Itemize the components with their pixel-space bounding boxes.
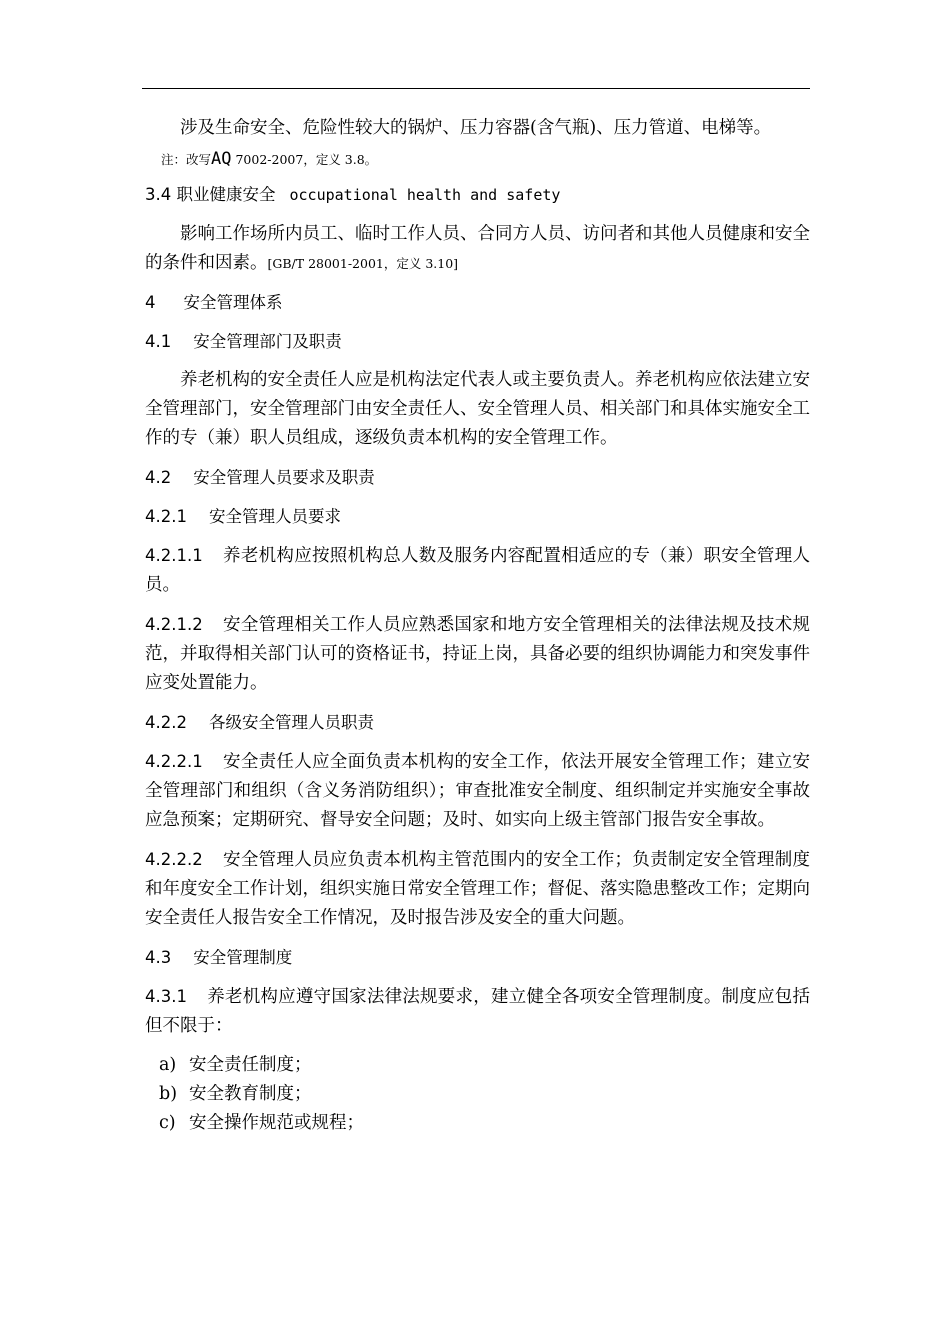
clause-text: 安全管理人员应负责本机构主管范围内的安全工作；负责制定安全管理制度和年度安全工作计划，组织实施日常安全管理工作；督促、落实隐患整改工作；定期向安全责任人报告安全工作情况，及时报告涉及安全的重大问题。: [145, 850, 810, 928]
clause-number: 4.3.1: [145, 987, 187, 1006]
clause-text: 养老机构应遵守国家法律法规要求，建立健全各项安全管理制度。制度应包括但不限于：: [145, 987, 810, 1036]
list-text: 安全责任制度；: [189, 1055, 312, 1075]
clause-4-3-1: [145, 982, 810, 1041]
clause-number: 4.2.2.2: [145, 850, 203, 869]
note-prefix: 注：改写: [161, 152, 212, 167]
note-rest: 7002-2007，定义 3.8。: [231, 152, 378, 167]
document-body: [145, 114, 810, 1138]
list-text: 安全教育制度；: [189, 1084, 312, 1104]
heading-4: [145, 288, 810, 317]
heading-title: 安全管理制度: [193, 948, 293, 967]
list-text: 安全操作规范或规程；: [189, 1113, 364, 1133]
list-item: [145, 1109, 810, 1138]
heading-title: 安全管理部门及职责: [193, 332, 342, 351]
heading-4-3: [145, 943, 810, 972]
heading-number: 4.2.2: [145, 713, 187, 732]
heading-number: 4.2.1: [145, 507, 187, 526]
heading-4-2: [145, 463, 810, 492]
heading-4-2-1: [145, 502, 810, 531]
heading-number: 4: [145, 293, 156, 312]
list-marker: b): [159, 1084, 178, 1104]
list-item: [145, 1080, 810, 1109]
clause-text: 养老机构应按照机构总人数及服务内容配置相适应的专（兼）职安全管理人员。: [145, 546, 810, 595]
heading-title: 安全管理人员要求及职责: [193, 468, 375, 487]
heading-number: 3.4: [145, 185, 172, 204]
clause-4-2-2-2: [145, 845, 810, 933]
heading-4-2-2: [145, 708, 810, 737]
heading-3-4: [145, 180, 810, 210]
paragraph-3-4: [145, 220, 810, 278]
list: [145, 1051, 810, 1138]
clause-number: 4.2.2.1: [145, 752, 203, 771]
heading-title: 各级安全管理人员职责: [208, 713, 374, 732]
note: [145, 147, 810, 172]
clause-4-2-2-1: [145, 747, 810, 835]
heading-title: 安全管理体系: [183, 293, 283, 312]
clause-number: 4.2.1.1: [145, 546, 203, 565]
list-item: [145, 1051, 810, 1080]
heading-4-1: [145, 327, 810, 356]
heading-title: 安全管理人员要求: [208, 507, 341, 526]
heading-number: 4.3: [145, 948, 172, 967]
clause-text: 安全管理相关工作人员应熟悉国家和地方安全管理相关的法律法规及技术规范，并取得相关部门认可的资格证书，持证上岗，具备必要的组织协调能力和突发事件应变处置能力。: [145, 615, 810, 693]
heading-english: occupational health and safety: [289, 186, 561, 204]
heading-number: 4.2: [145, 468, 172, 487]
clause-number: 4.2.1.2: [145, 615, 203, 634]
header-rule: [142, 88, 810, 89]
clause-text: 安全责任人应全面负责本机构的安全工作，依法开展安全管理工作；建立安全管理部门和组织（含义务消防组织）；审查批准安全制度、组织制定并实施安全事故应急预案；定期研究、督导安全问题；及时、如实向上级主管部门报告安全事故。: [145, 752, 810, 830]
list-marker: c): [159, 1113, 176, 1133]
citation: [GB/T 28001-2001，定义 3.10]: [267, 256, 459, 271]
list-marker: a): [159, 1055, 177, 1075]
paragraph-4-1: 养老机构的安全责任人应是机构法定代表人或主要负责人。养老机构应依法建立安全管理部门，安全管理部门由安全责任人、安全管理人员、相关部门和具体实施安全工作的专（兼）职人员组成，逐级负责本机构的安全管理工作。: [145, 370, 810, 448]
continued-paragraph: 涉及生命安全、危险性较大的锅炉、压力容器(含气瓶)、压力管道、电梯等。: [180, 118, 772, 138]
heading-title: 职业健康安全: [176, 185, 276, 204]
heading-number: 4.1: [145, 332, 172, 351]
clause-4-2-1-2: [145, 610, 810, 698]
paragraph-text: 影响工作场所内员工、临时工作人员、合同方人员、访问者和其他人员健康和安全的条件和因素。: [145, 224, 810, 273]
note-aq: AQ: [211, 149, 232, 169]
clause-4-2-1-1: [145, 541, 810, 600]
